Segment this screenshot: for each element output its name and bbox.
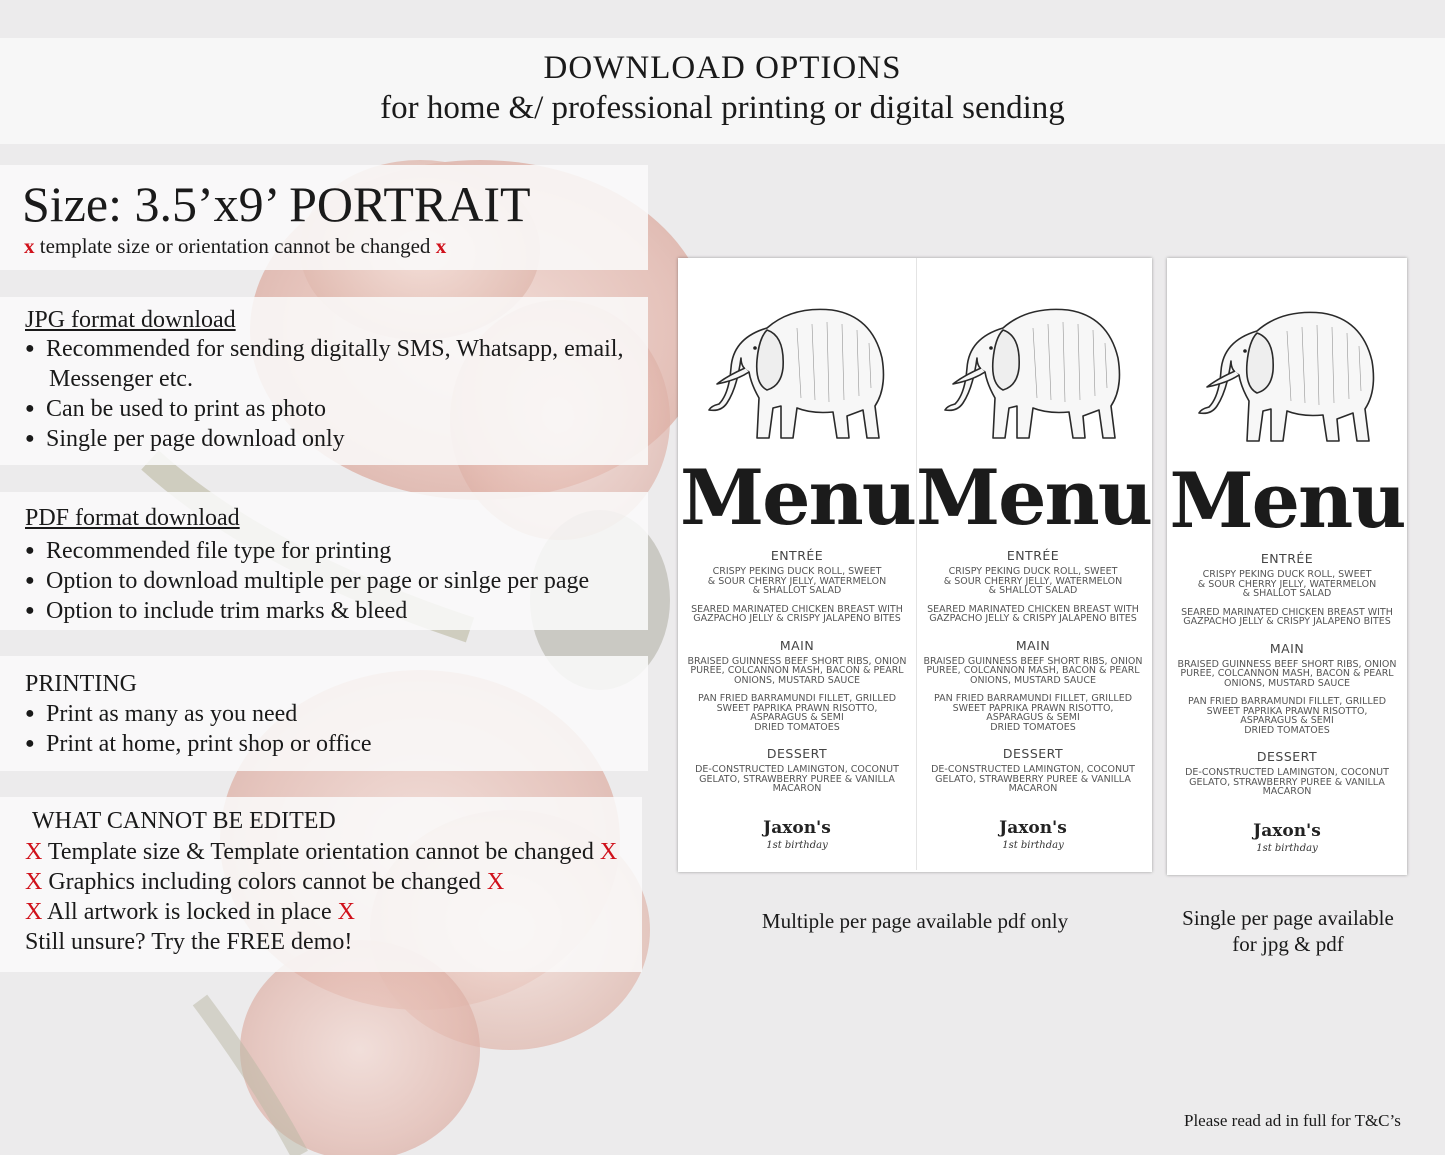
size-title: Size: 3.5’x9’ PORTRAIT — [22, 176, 531, 232]
x-mark-icon: X — [337, 899, 355, 925]
menu-item: DE-CONSTRUCTED LAMINGTON, COCONUT GELATO, STRAWBERRY PUREE & VANILLA MACARON — [1185, 767, 1389, 797]
bullet-icon: ● — [25, 340, 35, 357]
size-note-text: template size or orientation cannot be changed — [39, 234, 431, 258]
menu-section-heading: ENTRÉE — [1260, 551, 1314, 566]
x-mark-icon: X — [486, 869, 505, 895]
menu-title: Menu — [1169, 456, 1405, 545]
menu-title: Menu — [680, 453, 915, 542]
menu-section-heading: DESSERT — [1002, 746, 1064, 761]
printing-title: PRINTING — [25, 671, 137, 697]
list-item: ● Can be used to print as photo — [25, 396, 326, 422]
list-item: ● Option to include trim marks & bleed — [25, 598, 408, 624]
menu-brand-sub: 1st birthday — [1256, 843, 1318, 854]
cannot-edit-list — [25, 837, 617, 957]
list-item: X Graphics including colors cannot be changed X — [25, 869, 505, 895]
header-subtitle: for home &/ professional printing or digital sending — [380, 90, 1065, 126]
x-mark-icon: x — [435, 234, 447, 258]
menu-section-heading: DESSERT — [766, 746, 828, 761]
x-mark-icon: X — [599, 839, 618, 865]
menu-brand: Jaxon's — [999, 818, 1067, 838]
single-caption-line2: for jpg & pdf — [1232, 932, 1344, 956]
menu-section-heading: ENTRÉE — [770, 548, 824, 563]
bullet-icon: ● — [25, 400, 35, 417]
list-item: ● Recommended for sending digitally SMS, Whatsapp, email, — [25, 336, 624, 362]
size-panel — [0, 165, 648, 270]
menu-section-heading: MAIN — [1015, 637, 1051, 653]
list-item: ● Option to download multiple per page or sinlge per page — [25, 568, 590, 594]
menu-section-heading: ENTRÉE — [1006, 548, 1060, 563]
menu-item: PAN FRIED BARRAMUNDI FILLET, GRILLED SWEET PAPRIKA PRAWN RISOTTO, ASPARAGUS & SEMI DRIED TOMATOES — [933, 693, 1133, 733]
menu-card — [680, 258, 914, 870]
bullet-icon: ● — [25, 735, 35, 752]
list-item: X All artwork is locked in place X — [25, 899, 355, 925]
cannot-edit-panel — [0, 797, 642, 972]
size-note — [24, 233, 446, 259]
printing-list — [22, 699, 372, 759]
list-item: Still unsure? Try the FREE demo! — [25, 929, 353, 955]
menu-item: CRISPY PEKING DUCK ROLL, SWEET & SOUR CHERRY JELLY, WATERMELON & SHALLOT SALAD — [707, 566, 887, 596]
bullet-icon: ● — [25, 572, 35, 589]
menu-item: CRISPY PEKING DUCK ROLL, SWEET & SOUR CHERRY JELLY, WATERMELON & SHALLOT SALAD — [1197, 569, 1377, 599]
multiple-caption: Multiple per page available pdf only — [761, 909, 1069, 933]
pdf-title: PDF format download — [25, 505, 240, 531]
menu-item: DE-CONSTRUCTED LAMINGTON, COCONUT GELATO, STRAWBERRY PUREE & VANILLA MACARON — [931, 764, 1135, 794]
menu-brand: Jaxon's — [1253, 821, 1321, 841]
menu-item: SEARED MARINATED CHICKEN BREAST WITH GAZPACHO JELLY & CRISPY JALAPENO BITES — [927, 603, 1139, 624]
menu-item: BRAISED GUINNESS BEEF SHORT RIBS, ONION PUREE, COLCANNON MASH, BACON & PEARL ONIONS, MUSTARD SAUCE — [687, 655, 907, 686]
list-item: X Template size & Template orientation cannot be changed X — [25, 839, 618, 865]
list-item: ● Single per page download only — [25, 426, 345, 452]
menu-item: SEARED MARINATED CHICKEN BREAST WITH GAZPACHO JELLY & CRISPY JALAPENO BITES — [1181, 606, 1393, 627]
menu-brand-sub: 1st birthday — [766, 840, 828, 851]
header-title: DOWNLOAD OPTIONS — [543, 50, 902, 86]
bullet-icon: ● — [25, 705, 35, 722]
download-options-header — [0, 38, 1445, 144]
bullet-icon: ● — [25, 542, 35, 559]
menu-item: PAN FRIED BARRAMUNDI FILLET, GRILLED SWEET PAPRIKA PRAWN RISOTTO, ASPARAGUS & SEMI DRIED TOMATOES — [697, 693, 897, 733]
pdf-panel — [0, 492, 648, 630]
jpg-panel — [0, 297, 648, 465]
menu-item: CRISPY PEKING DUCK ROLL, SWEET & SOUR CHERRY JELLY, WATERMELON & SHALLOT SALAD — [943, 566, 1123, 596]
x-mark-icon: X — [25, 839, 43, 865]
terms-note: Please read ad in full for T&C’s — [1184, 1111, 1401, 1130]
multiple-per-page-mockup — [678, 258, 1152, 872]
bullet-icon: ● — [25, 430, 35, 447]
list-item: ● Print at home, print shop or office — [25, 731, 372, 757]
menu-section-heading: MAIN — [1269, 640, 1305, 656]
x-mark-icon: X — [25, 869, 43, 895]
menu-item: SEARED MARINATED CHICKEN BREAST WITH GAZPACHO JELLY & CRISPY JALAPENO BITES — [691, 603, 903, 624]
menu-item: PAN FRIED BARRAMUNDI FILLET, GRILLED SWEET PAPRIKA PRAWN RISOTTO, ASPARAGUS & SEMI DRIED TOMATOES — [1187, 696, 1387, 736]
menu-card — [916, 258, 1150, 870]
x-mark-icon: x — [24, 234, 35, 258]
menu-card — [1169, 258, 1405, 870]
list-item: ● Recommended file type for printing — [25, 538, 392, 564]
menu-brand: Jaxon's — [763, 818, 831, 838]
elephant-illustration — [697, 288, 897, 458]
jpg-list — [22, 334, 623, 454]
menu-item: DE-CONSTRUCTED LAMINGTON, COCONUT GELATO, STRAWBERRY PUREE & VANILLA MACARON — [695, 764, 899, 794]
single-per-page-mockup — [1167, 258, 1407, 875]
menu-title: Menu — [916, 453, 1151, 542]
list-item: Messenger etc. — [49, 366, 193, 392]
single-caption-line1: Single per page available — [1182, 906, 1394, 930]
cannot-edit-title: WHAT CANNOT BE EDITED — [32, 808, 336, 834]
x-mark-icon: X — [25, 899, 43, 925]
menu-section-heading: MAIN — [779, 637, 815, 653]
jpg-title: JPG format download — [25, 307, 236, 333]
menu-brand-sub: 1st birthday — [1002, 840, 1064, 851]
menu-section-heading: DESSERT — [1256, 749, 1318, 764]
elephant-illustration — [933, 288, 1133, 458]
menu-item: BRAISED GUINNESS BEEF SHORT RIBS, ONION PUREE, COLCANNON MASH, BACON & PEARL ONIONS, MUSTARD SAUCE — [923, 655, 1143, 686]
list-item: ● Print as many as you need — [25, 701, 298, 727]
elephant-illustration — [1187, 291, 1387, 461]
printing-panel — [0, 656, 648, 771]
menu-item: BRAISED GUINNESS BEEF SHORT RIBS, ONION PUREE, COLCANNON MASH, BACON & PEARL ONIONS, MUSTARD SAUCE — [1177, 658, 1397, 689]
single-caption — [1163, 905, 1413, 957]
pdf-list — [22, 536, 589, 626]
bullet-icon: ● — [25, 602, 35, 619]
